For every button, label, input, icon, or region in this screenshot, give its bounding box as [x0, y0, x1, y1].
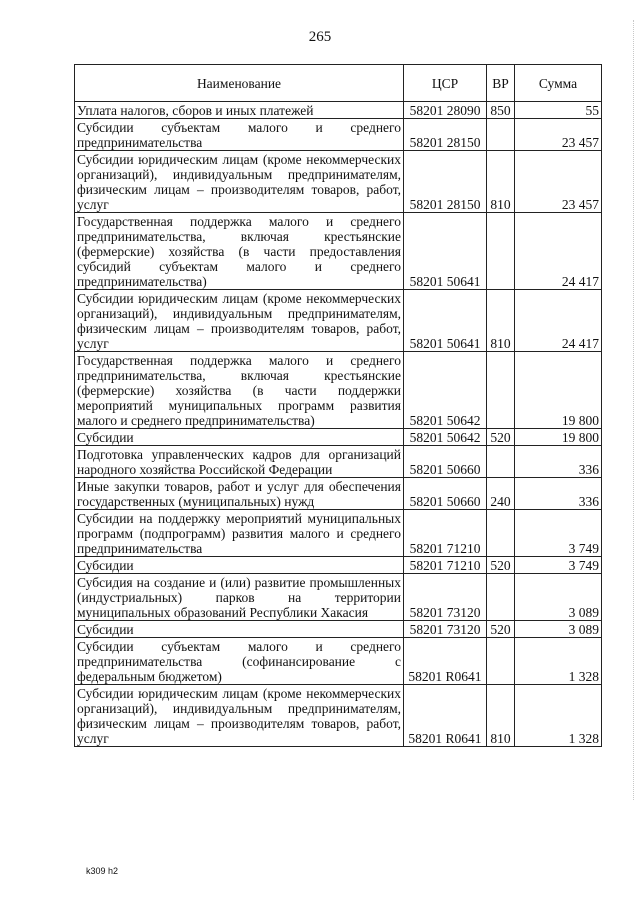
- row-sum-cell: 24 417: [515, 290, 602, 352]
- row-name-cell: Государственная поддержка малого и среднего предпринимательства, включая крестьянские (фермерские) хозяйства (в части поддержки мероприятий муниципальных программ развития малого и среднего предпринимательства): [75, 352, 404, 429]
- table-row: [75, 446, 602, 478]
- row-name-cell: Подготовка управленческих кадров для организаций народного хозяйства Российской Федерации: [75, 446, 404, 478]
- row-name-cell: Субсидия на создание и (или) развитие промышленных (индустриальных) парков на территории муниципальных образований Республики Хакасия: [75, 574, 404, 621]
- table-body: [75, 102, 602, 747]
- row-csr-cell: 58201 50660: [404, 478, 487, 510]
- row-sum-cell: 336: [515, 478, 602, 510]
- row-name-cell: Уплата налогов, сборов и иных платежей: [75, 102, 404, 119]
- row-csr-cell: 58201 50660: [404, 446, 487, 478]
- row-csr-cell: 58201 71210: [404, 557, 487, 574]
- row-vr-cell: [487, 119, 515, 151]
- row-vr-cell: [487, 638, 515, 685]
- row-vr-cell: [487, 213, 515, 290]
- table-row: [75, 621, 602, 638]
- table-row: [75, 478, 602, 510]
- row-name-cell: Субсидии: [75, 621, 404, 638]
- row-vr-cell: 810: [487, 151, 515, 213]
- row-name-cell: Иные закупки товаров, работ и услуг для обеспечения государственных (муниципальных) нужд: [75, 478, 404, 510]
- table-row: [75, 102, 602, 119]
- row-sum-cell: 19 800: [515, 352, 602, 429]
- row-csr-cell: 58201 28150: [404, 119, 487, 151]
- table-row: [75, 151, 602, 213]
- row-sum-cell: 3 749: [515, 510, 602, 557]
- table-row: [75, 119, 602, 151]
- row-vr-cell: [487, 510, 515, 557]
- row-sum-cell: 19 800: [515, 429, 602, 446]
- table-row: [75, 510, 602, 557]
- row-name-cell: Субсидии юридическим лицам (кроме некоммерческих организаций), индивидуальным предпринимателям, физическим лицам – производителям товаров, работ, услуг: [75, 290, 404, 352]
- header-sum: Сумма: [515, 65, 602, 102]
- row-vr-cell: 240: [487, 478, 515, 510]
- table-row: [75, 352, 602, 429]
- table-row: [75, 574, 602, 621]
- row-name-cell: Субсидии на поддержку мероприятий муниципальных программ (подпрограмм) развития малого и среднего предпринимательства: [75, 510, 404, 557]
- row-sum-cell: 336: [515, 446, 602, 478]
- header-name: Наименование: [75, 65, 404, 102]
- row-sum-cell: 1 328: [515, 685, 602, 747]
- table-row: [75, 685, 602, 747]
- row-csr-cell: 58201 50642: [404, 429, 487, 446]
- row-sum-cell: 23 457: [515, 119, 602, 151]
- table-row: [75, 429, 602, 446]
- row-name-cell: Субсидии: [75, 429, 404, 446]
- row-name-cell: Субсидии субъектам малого и среднего предпринимательства (софинансирование с федеральным бюджетом): [75, 638, 404, 685]
- page-number: 265: [308, 29, 332, 45]
- row-csr-cell: 58201 50641: [404, 213, 487, 290]
- row-vr-cell: 810: [487, 685, 515, 747]
- scan-edge-line: [632, 20, 634, 800]
- row-sum-cell: 1 328: [515, 638, 602, 685]
- footer-code: k309 h2: [86, 866, 119, 876]
- header-csr: ЦСР: [404, 65, 487, 102]
- row-vr-cell: [487, 352, 515, 429]
- header-row: [75, 65, 602, 102]
- row-sum-cell: 24 417: [515, 213, 602, 290]
- row-vr-cell: 850: [487, 102, 515, 119]
- row-vr-cell: 520: [487, 621, 515, 638]
- budget-table: [74, 64, 602, 747]
- row-name-cell: Субсидии: [75, 557, 404, 574]
- row-csr-cell: 58201 28090: [404, 102, 487, 119]
- row-sum-cell: 3 089: [515, 574, 602, 621]
- row-vr-cell: [487, 574, 515, 621]
- header-vr: ВР: [487, 65, 515, 102]
- row-sum-cell: 3 749: [515, 557, 602, 574]
- row-csr-cell: 58201 73120: [404, 621, 487, 638]
- row-csr-cell: 58201 R0641: [404, 638, 487, 685]
- row-csr-cell: 58201 28150: [404, 151, 487, 213]
- row-sum-cell: 23 457: [515, 151, 602, 213]
- row-csr-cell: 58201 73120: [404, 574, 487, 621]
- row-csr-cell: 58201 50641: [404, 290, 487, 352]
- table-row: [75, 557, 602, 574]
- row-vr-cell: 520: [487, 429, 515, 446]
- row-vr-cell: 810: [487, 290, 515, 352]
- row-csr-cell: 58201 50642: [404, 352, 487, 429]
- row-sum-cell: 55: [515, 102, 602, 119]
- table-header: [75, 65, 602, 102]
- row-name-cell: Субсидии юридическим лицам (кроме некоммерческих организаций), индивидуальным предпринимателям, физическим лицам – производителям товаров, работ, услуг: [75, 685, 404, 747]
- row-name-cell: Субсидии субъектам малого и среднего предпринимательства: [75, 119, 404, 151]
- row-vr-cell: [487, 446, 515, 478]
- row-name-cell: Субсидии юридическим лицам (кроме некоммерческих организаций), индивидуальным предпринимателям, физическим лицам – производителям товаров, работ, услуг: [75, 151, 404, 213]
- table-row: [75, 638, 602, 685]
- row-csr-cell: 58201 R0641: [404, 685, 487, 747]
- row-vr-cell: 520: [487, 557, 515, 574]
- row-csr-cell: 58201 71210: [404, 510, 487, 557]
- row-sum-cell: 3 089: [515, 621, 602, 638]
- table-row: [75, 213, 602, 290]
- row-name-cell: Государственная поддержка малого и среднего предпринимательства, включая крестьянские (фермерские) хозяйства (в части предоставления субсидий субъектам малого и среднего предпринимательства): [75, 213, 404, 290]
- table-row: [75, 290, 602, 352]
